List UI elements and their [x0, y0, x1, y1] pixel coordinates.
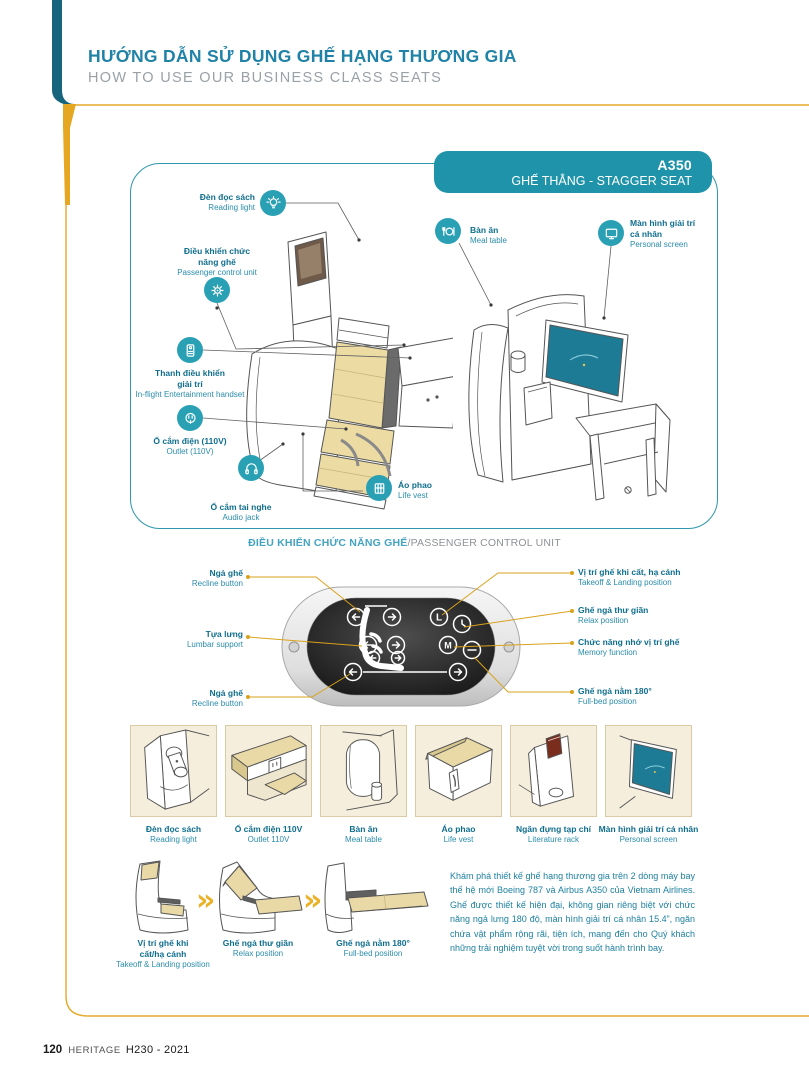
- thumbnail-image: [130, 725, 217, 817]
- position-illustration-upright: [128, 856, 200, 936]
- thumbnail-personal-screen: Màn hình giải trí cá nhân Personal screen: [605, 725, 692, 845]
- control-section-title: ĐIỀU KHIỂN CHỨC NĂNG GHẾ/PASSENGER CONTROL UNIT: [248, 537, 561, 549]
- callout-life-vest: Áo phao Life vest: [398, 480, 432, 501]
- thumbnail-life-vest: Áo phao Life vest: [415, 725, 502, 845]
- ife-handset-icon: [177, 337, 203, 363]
- callout-ife-handset: Thanh điều khiển giải trí In-flight Entertainment handset: [135, 368, 245, 400]
- control-label-lumbar: Tựa lưng Lumbar support: [186, 629, 243, 650]
- aircraft-badge: [434, 151, 712, 193]
- callout-audio-jack: Ổ cắm tai nghe Audio jack: [210, 502, 272, 523]
- thumbnail-meal-table: Bàn ăn Meal table: [320, 725, 407, 845]
- control-label-takeoff-landing: Vị trí ghế khi cất, hạ cánh Takeoff & Landing position: [578, 567, 681, 588]
- seat-illustration-rear: [458, 268, 708, 520]
- callout-outlet: Ổ cắm điện (110V) Outlet (110V): [153, 436, 227, 457]
- reading-light-icon: [260, 190, 286, 216]
- position-caption-relax: Ghế ngả thư giãn Relax position: [222, 938, 294, 959]
- thumbnail-outlet: Ổ cắm điện 110V Outlet 110V: [225, 725, 312, 845]
- callout-personal-screen: Màn hình giải trí cá nhân Personal screen: [630, 218, 696, 250]
- thumbnail-literature-rack: Ngăn đựng tạp chí Literature rack: [510, 725, 597, 845]
- description-paragraph: Khám phá thiết kế ghế hạng thương gia trên 2 dòng máy bay thế hệ mới Boeing 787 và Airbus A350 của Vietnam Airlines. Ghế được thiết kế hiện đại, không gian riêng biệt với chức năng ngả lưng 180 độ, màn hình giải trí cá nhân 15.4”, ngăn chứa vật phẩm rộng rãi, tiện ích, mang đến cho Quý khách những trải nghiệm tuyệt vời trong suốt hành trình bay.: [450, 871, 695, 953]
- page-number: 120: [43, 1044, 63, 1056]
- audio-jack-icon: [238, 455, 264, 481]
- thumbnail-image: [225, 725, 312, 817]
- page-subtitle: HOW TO USE OUR BUSINESS CLASS SEATS: [88, 70, 443, 86]
- issue-number: H230 - 2021: [125, 1044, 190, 1056]
- callout-meal-table: Bàn ăn Meal table: [470, 225, 507, 246]
- personal-screen-icon: [598, 220, 624, 246]
- thumbnail-image: [510, 725, 597, 817]
- page-header: [88, 46, 517, 86]
- meal-table-icon: [435, 218, 461, 244]
- position-illustration-full-bed: [318, 856, 430, 936]
- callout-control-unit: Điều khiển chức năng ghế Passenger control unit: [177, 246, 257, 278]
- control-label-recline-top: Ngả ghế Recline button: [191, 568, 243, 589]
- thumbnail-image: [415, 725, 502, 817]
- page-footer: [43, 1040, 190, 1058]
- aircraft-model: A350: [657, 157, 692, 173]
- position-caption-takeoff: Vị trí ghế khi cất/hạ cánh Takeoff & Landing position: [116, 938, 210, 970]
- passenger-control-unit-panel: [281, 584, 521, 709]
- chevron-separator: »: [303, 883, 323, 918]
- life-vest-icon: [366, 475, 392, 501]
- thumbnail-image: [320, 725, 407, 817]
- callout-reading-light: Đèn đọc sách Reading light: [199, 192, 255, 213]
- position-caption-full-bed: Ghế ngả nằm 180° Full-bed position: [336, 938, 410, 959]
- thumbnail-reading-light: Đèn đọc sách Reading light: [130, 725, 217, 845]
- page-title: HƯỚNG DẪN SỬ DỤNG GHẾ HẠNG THƯƠNG GIA: [88, 46, 517, 66]
- gear-icon: [204, 277, 230, 303]
- magazine-name: HERITAGE: [68, 1045, 121, 1056]
- svg-text:M: M: [444, 640, 452, 651]
- thumbnail-image: [605, 725, 692, 817]
- control-label-recline-bottom: Ngả ghế Recline button: [191, 688, 243, 709]
- power-outlet-icon: [177, 405, 203, 431]
- position-illustration-relax: [213, 856, 305, 936]
- seat-type-label: GHẾ THẲNG - STAGGER SEAT: [511, 174, 692, 188]
- control-label-memory: Chức năng nhớ vị trí ghế Memory function: [578, 637, 680, 658]
- control-label-relax: Ghế ngả thư giãn Relax position: [578, 605, 649, 626]
- svg-text:L: L: [435, 612, 443, 624]
- feature-thumbnails: [130, 725, 699, 845]
- control-label-full-bed: Ghế ngả nằm 180° Full-bed position: [578, 686, 652, 707]
- chevron-separator: »: [196, 883, 216, 918]
